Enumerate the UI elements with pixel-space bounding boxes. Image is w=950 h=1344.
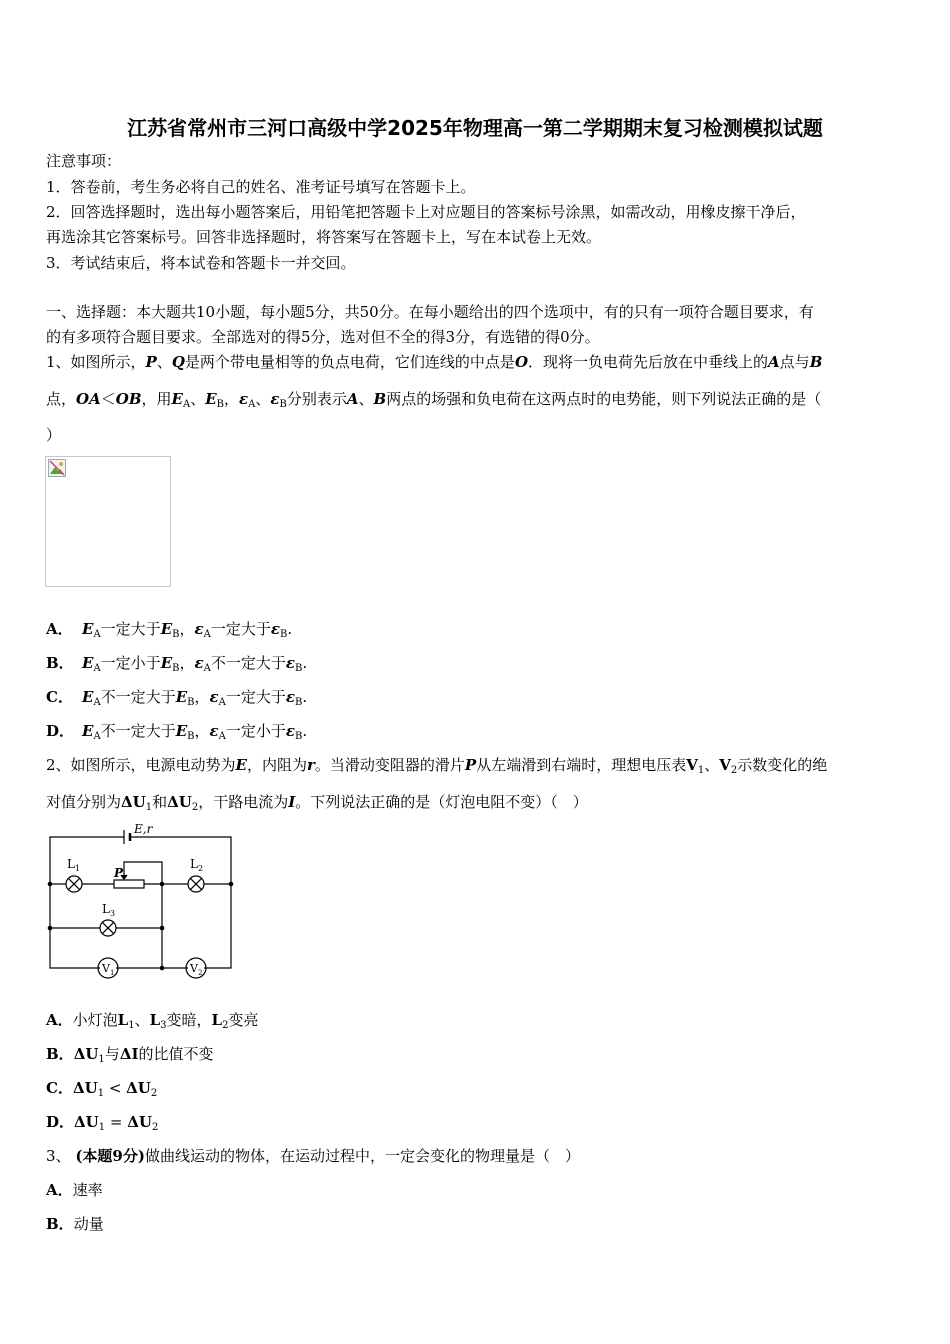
page-title: 江苏省常州市三河口高级中学2025年物理高一第二学期期末复习检测模拟试题: [127, 116, 823, 140]
label-v1: $V_1$: [102, 962, 115, 977]
q3-option-b[interactable]: B．动量: [46, 1215, 104, 1233]
broken-image-icon: [48, 459, 66, 477]
q2-line2: 对值分别为$\Delta U_1$和$\Delta U_2$，干路电流为I。下列说法正确的是（灯泡电阻不变）（ ）: [46, 793, 588, 813]
q1-option-b[interactable]: B． $E_A$一定小于$E_B$，$\varepsilon_A$不一定大于$\varepsilon_B$.: [46, 654, 308, 674]
label-emf: E,r: [134, 822, 153, 836]
label-l3: $L_3$: [102, 902, 116, 918]
slider-wire: [124, 862, 162, 884]
q3-option-a[interactable]: A．速率: [46, 1181, 103, 1199]
q2-option-a[interactable]: A．小灯泡$L_1$、$L_3$变暗，$L_2$变亮: [46, 1011, 259, 1031]
q1-close-paren: ）: [46, 426, 62, 444]
q1-line1: 1、如图所示，P、Q是两个带电量相等的负点电荷，它们连线的中点是O．现将一负电荷先后放在中垂线上的A点与B: [46, 353, 823, 371]
q1-option-d[interactable]: D． $E_A$不一定大于$E_B$，$\varepsilon_A$一定小于$\varepsilon_B$.: [46, 722, 308, 742]
q1-line2: 点，OA＜OB，用$E_A$、$E_B$，$\varepsilon_A$、$\varepsilon_B$分别表示A、B两点的场强和负电荷在这两点时的电势能，则下列说法正确的是（: [46, 390, 822, 410]
notice-item-3: 3．考试结束后，将本试卷和答题卡一并交回。: [46, 254, 356, 272]
notice-item-2: 2．回答选择题时，选出每小题答案后，用铅笔把答题卡上对应题目的答案标号涂黑，如需改动，用橡皮擦干净后，: [46, 203, 806, 221]
notice-item-2-cont: 再选涂其它答案标号。回答非选择题时，将答案写在答题卡上，写在本试卷上无效。: [46, 228, 602, 246]
rheostat-icon: [114, 880, 144, 888]
q1-option-a[interactable]: A． $E_A$一定大于$E_B$，$\varepsilon_A$一定大于$\varepsilon_B$.: [46, 620, 293, 640]
q2-circuit-diagram: [44, 820, 244, 980]
q1-figure-placeholder: [45, 456, 171, 587]
label-l1: $L_1$: [67, 857, 81, 873]
section-heading-line1: 一、选择题：本大题共10小题，每小题5分，共50分。在每小题给出的四个选项中，有的只有一项符合题目要求，有: [46, 303, 814, 321]
notice-item-1: 1．答卷前，考生务必将自己的姓名、准考证号填写在答题卡上。: [46, 178, 476, 196]
q2-option-d[interactable]: D．$\Delta U_1 = \Delta U_2$: [46, 1113, 159, 1133]
q3-stem: 3、 (本题9分)做曲线运动的物体，在运动过程中，一定会变化的物理量是（ ）: [46, 1147, 580, 1165]
notice-heading: 注意事项：: [46, 152, 122, 170]
q2-line1: 2、如图所示，电源电动势为E，内阻为r。当滑动变阻器的滑片P从左端滑到右端时，理想电压表$V_1$、$V_2$示数变化的绝: [46, 756, 828, 776]
label-l2: $L_2$: [190, 857, 204, 873]
q2-option-c[interactable]: C．$\Delta U_1 < \Delta U_2$: [46, 1079, 158, 1099]
q2-option-b[interactable]: B．$\Delta U_1$与ΔI的比值不变: [46, 1045, 214, 1065]
q1-option-c[interactable]: C． $E_A$不一定大于$E_B$，$\varepsilon_A$一定大于$\varepsilon_B$.: [46, 688, 308, 708]
label-v2: $V_2$: [190, 962, 203, 977]
label-p: P: [114, 866, 124, 880]
section-heading-line2: 的有多项符合题目要求。全部选对的得5分，选对但不全的得3分，有选错的得0分。: [46, 328, 600, 346]
